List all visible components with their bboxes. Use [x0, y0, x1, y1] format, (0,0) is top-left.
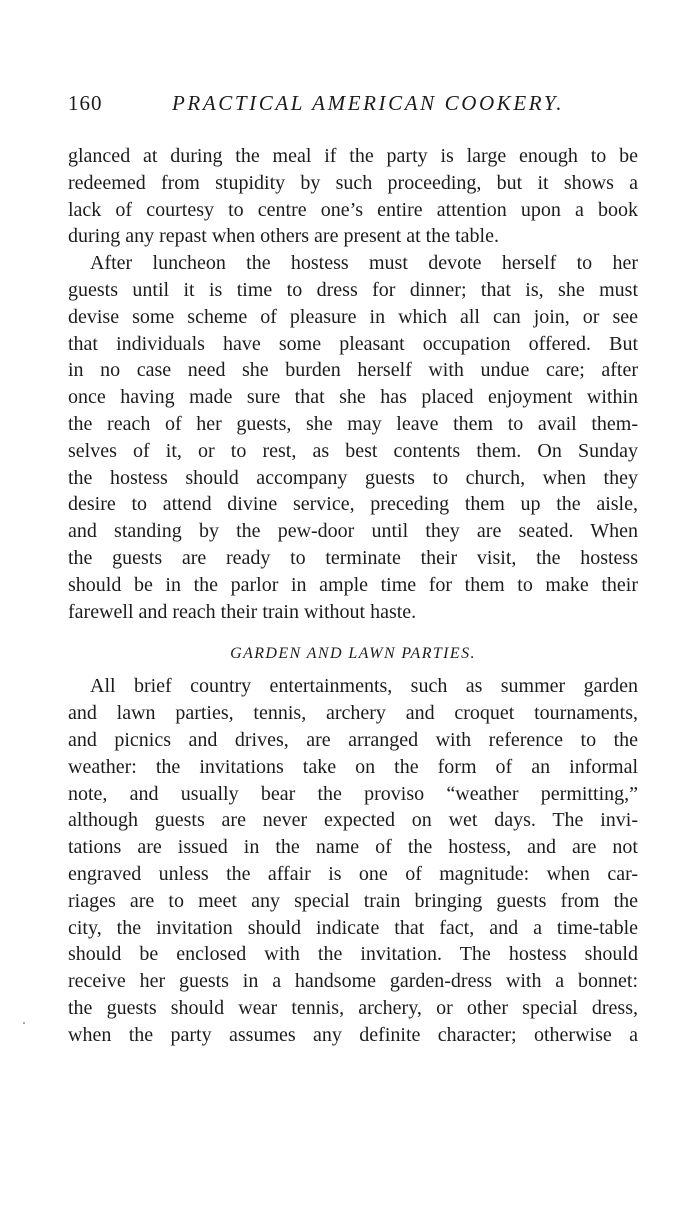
- text-line: and lawn parties, tennis, archery and croquet tournaments,: [68, 702, 638, 725]
- text-line: receive her guests in a handsome garden-dress with a bonnet:: [68, 970, 638, 993]
- text-line: selves of it, or to rest, as best contents them. On Sunday: [68, 439, 638, 462]
- text-line: in no case need she burden herself with undue care; after: [68, 359, 638, 382]
- text-line: note, and usually bear the proviso “weather permitting,”: [68, 782, 638, 805]
- text-line: once having made sure that she has placed enjoyment within: [68, 386, 638, 409]
- text-line: city, the invitation should indicate that fact, and a time-table: [68, 916, 638, 939]
- text-line: All brief country entertainments, such as summer garden: [90, 675, 638, 698]
- text-line: lack of courtesy to centre one’s entire attention upon a book: [68, 198, 638, 221]
- text-line: After luncheon the hostess must devote herself to her: [90, 252, 638, 275]
- text-line: desire to attend divine service, preceding them up the aisle,: [68, 493, 638, 516]
- text-line: the guests should wear tennis, archery, or other special dress,: [68, 996, 638, 1019]
- text-line: devise some scheme of pleasure in which all can join, or see: [68, 305, 638, 328]
- text-line: glanced at during the meal if the party is large enough to be: [68, 145, 638, 167]
- text-line: guests until it is time to dress for dinner; that is, she must: [68, 278, 638, 301]
- text-line: although guests are never expected on wet days. The invi-: [68, 809, 638, 832]
- text-line: and standing by the pew-door until they are seated. When: [68, 520, 638, 543]
- section-heading: GARDEN AND LAWN PARTIES.: [230, 645, 476, 663]
- text-line: riages are to meet any special train bringing guests from the: [68, 889, 638, 912]
- text-line: when the party assumes any definite character; otherwise a: [68, 1023, 638, 1046]
- text-line: farewell and reach their train without haste.: [68, 600, 417, 623]
- text-line: the hostess should accompany guests to church, when they: [68, 466, 638, 489]
- text-line: the guests are ready to terminate their visit, the hostess: [68, 546, 638, 569]
- text-line: engraved unless the affair is one of magnitude: when car-: [68, 862, 638, 885]
- text-line: should be in the parlor in ample time for them to make their: [68, 573, 638, 596]
- text-line: weather: the invitations take on the form of an informal: [68, 755, 638, 778]
- paragraph-garden-parties: [68, 673, 638, 1048]
- running-title: PRACTICAL AMERICAN COOKERY.: [172, 91, 565, 115]
- text-line: redeemed from stupidity by such proceeding, but it shows a: [68, 171, 638, 194]
- text-line: during any repast when others are present at the table.: [68, 225, 499, 248]
- ink-speck: [23, 1022, 25, 1024]
- paragraph-continued: [68, 143, 638, 250]
- text-line: and picnics and drives, are arranged with reference to the: [68, 728, 638, 751]
- running-head: [68, 88, 638, 118]
- paragraph-after-luncheon: [68, 250, 638, 625]
- page-number: 160: [68, 91, 103, 115]
- text-line: the reach of her guests, she may leave them to avail them-: [68, 412, 638, 435]
- text-line: tations are issued in the name of the hostess, and are not: [68, 836, 638, 859]
- text-line: that individuals have some pleasant occupation offered. But: [68, 332, 638, 355]
- body-text: [68, 143, 638, 1049]
- text-line: should be enclosed with the invitation. The hostess should: [68, 943, 638, 966]
